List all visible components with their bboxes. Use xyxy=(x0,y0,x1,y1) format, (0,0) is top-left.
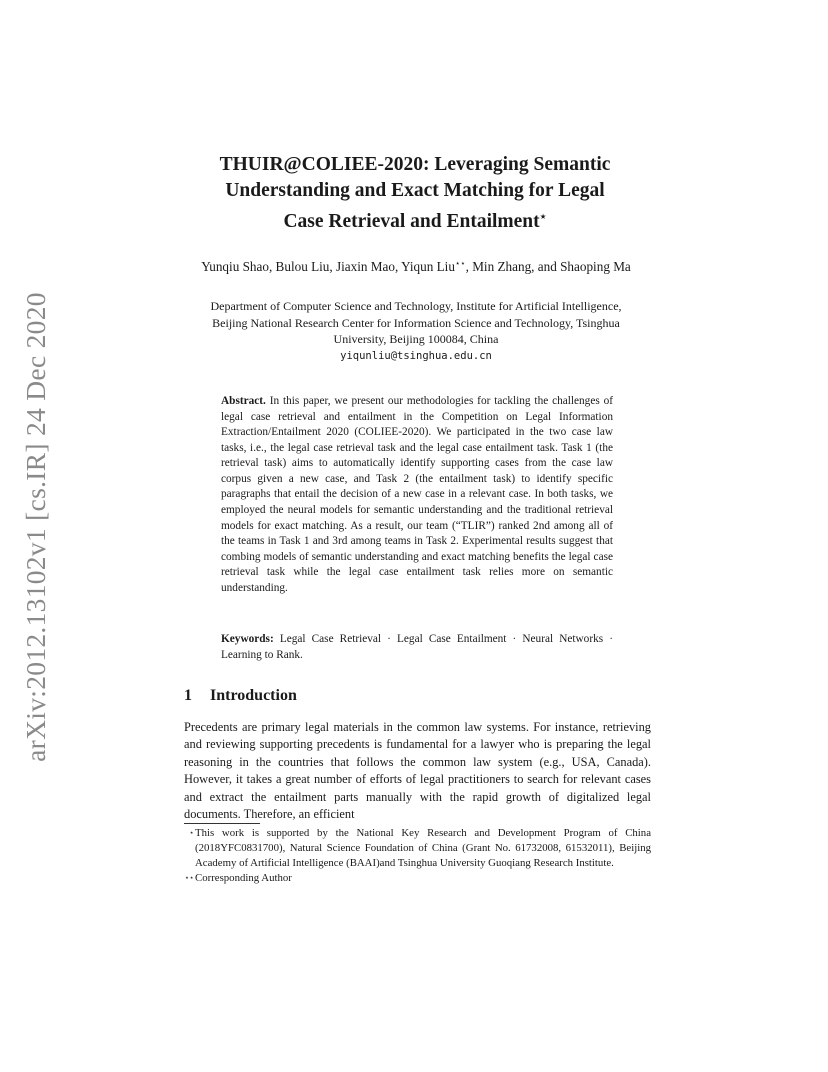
section-number: 1 xyxy=(184,687,192,704)
footnote xyxy=(178,826,651,871)
authors-text-1: Yunqiu Shao, Bulou Liu, Jiaxin Mao, Yiqun Liu xyxy=(201,259,455,274)
footnotes xyxy=(178,826,651,886)
footnote-mark: ⋆ xyxy=(189,828,194,837)
arxiv-identifier xyxy=(14,292,58,762)
abstract-label: Abstract. xyxy=(221,395,266,407)
paragraph-text: Precedents are primary legal materials in the common law systems. For instance, retrieving and reviewing supporting precedents is fundamental for a lawyer who is preparing the legal reasoning in the countries that follows the common law system (e.g., USA, Canada). However, it takes a great number of efforts of legal practitioners to search for relevant cases and extract the entailment parts manually with the rapid growth of digitalized legal documents. Therefore, an efficient xyxy=(184,720,651,822)
author-list xyxy=(180,255,652,275)
keywords-label: Keywords: xyxy=(221,633,274,645)
title-line xyxy=(160,204,670,235)
affiliation-line: University, Beijing 100084, China xyxy=(333,332,499,346)
footnote-text: Corresponding Author xyxy=(195,872,292,884)
keywords xyxy=(221,632,613,663)
title-line-text: Case Retrieval and Entailment xyxy=(283,211,540,232)
section-heading xyxy=(184,686,297,706)
abstract-text: In this paper, we present our methodologies for tackling the challenges of legal case retrieval and entailment in the Competition on Legal Information Extraction/Entailment 2020 (COLIEE-2020). We participated in the two case law tasks, i.e., the legal case retrieval task and the legal case entailment task. Task 1 (the retrieval task) aims to automatically identify supporting cases from the case law corpus given a new case, and Task 2 (the entailment task) to identify specific paragraphs that entail the decision of a new case in a relevant case. In both tasks, we employed the neural models for semantic understanding and the traditional retrieval models for exact matching. As a result, our team (“TLIR”) ranked 2nd among all of the teams in Task 1 and 3rd among teams in Task 2. Experimental results suggest that combing models of semantic understanding and exact matching benefits the legal case retrieval task while the legal case entailment task relies more on semantic understanding. xyxy=(221,395,613,594)
arxiv-identifier-text: arXiv:2012.13102v1 [cs.IR] 24 Dec 2020 xyxy=(20,292,51,762)
corresponding-author-mark: ⋆⋆ xyxy=(454,258,466,268)
footnote-text: This work is supported by the National Key Research and Development Program of China (2018YFC0831700), Natural Science Foundation of China (Grant No. 61732008, 61532011), Beijing Academy of Artificial Intelligence (BAAI)and Tsinghua University Guoqiang Research Institute. xyxy=(195,827,651,869)
title-line: THUIR@COLIEE-2020: Leveraging Semantic xyxy=(219,154,611,175)
affiliation xyxy=(170,298,662,364)
footnote-mark: ⋆⋆ xyxy=(184,873,194,882)
section-title: Introduction xyxy=(210,687,297,704)
affiliation-line: Department of Computer Science and Technology, Institute for Artificial Intelligence, xyxy=(210,299,622,313)
title-line: Understanding and Exact Matching for Legal xyxy=(225,180,605,201)
footnote xyxy=(178,871,651,886)
author-email: yiqunliu@tsinghua.edu.cn xyxy=(340,349,492,362)
affiliation-line: Beijing National Research Center for Information Science and Technology, Tsinghua xyxy=(212,315,620,330)
abstract xyxy=(221,394,613,596)
introduction-paragraph xyxy=(184,719,651,823)
title-footnote-mark: ⋆ xyxy=(539,211,547,223)
footnote-rule xyxy=(184,823,260,824)
paper-title xyxy=(160,152,670,235)
authors-text-2: , Min Zhang, and Shaoping Ma xyxy=(465,259,631,274)
keywords-text: Legal Case Retrieval · Legal Case Entailment · Neural Networks · Learning to Rank. xyxy=(221,633,613,661)
